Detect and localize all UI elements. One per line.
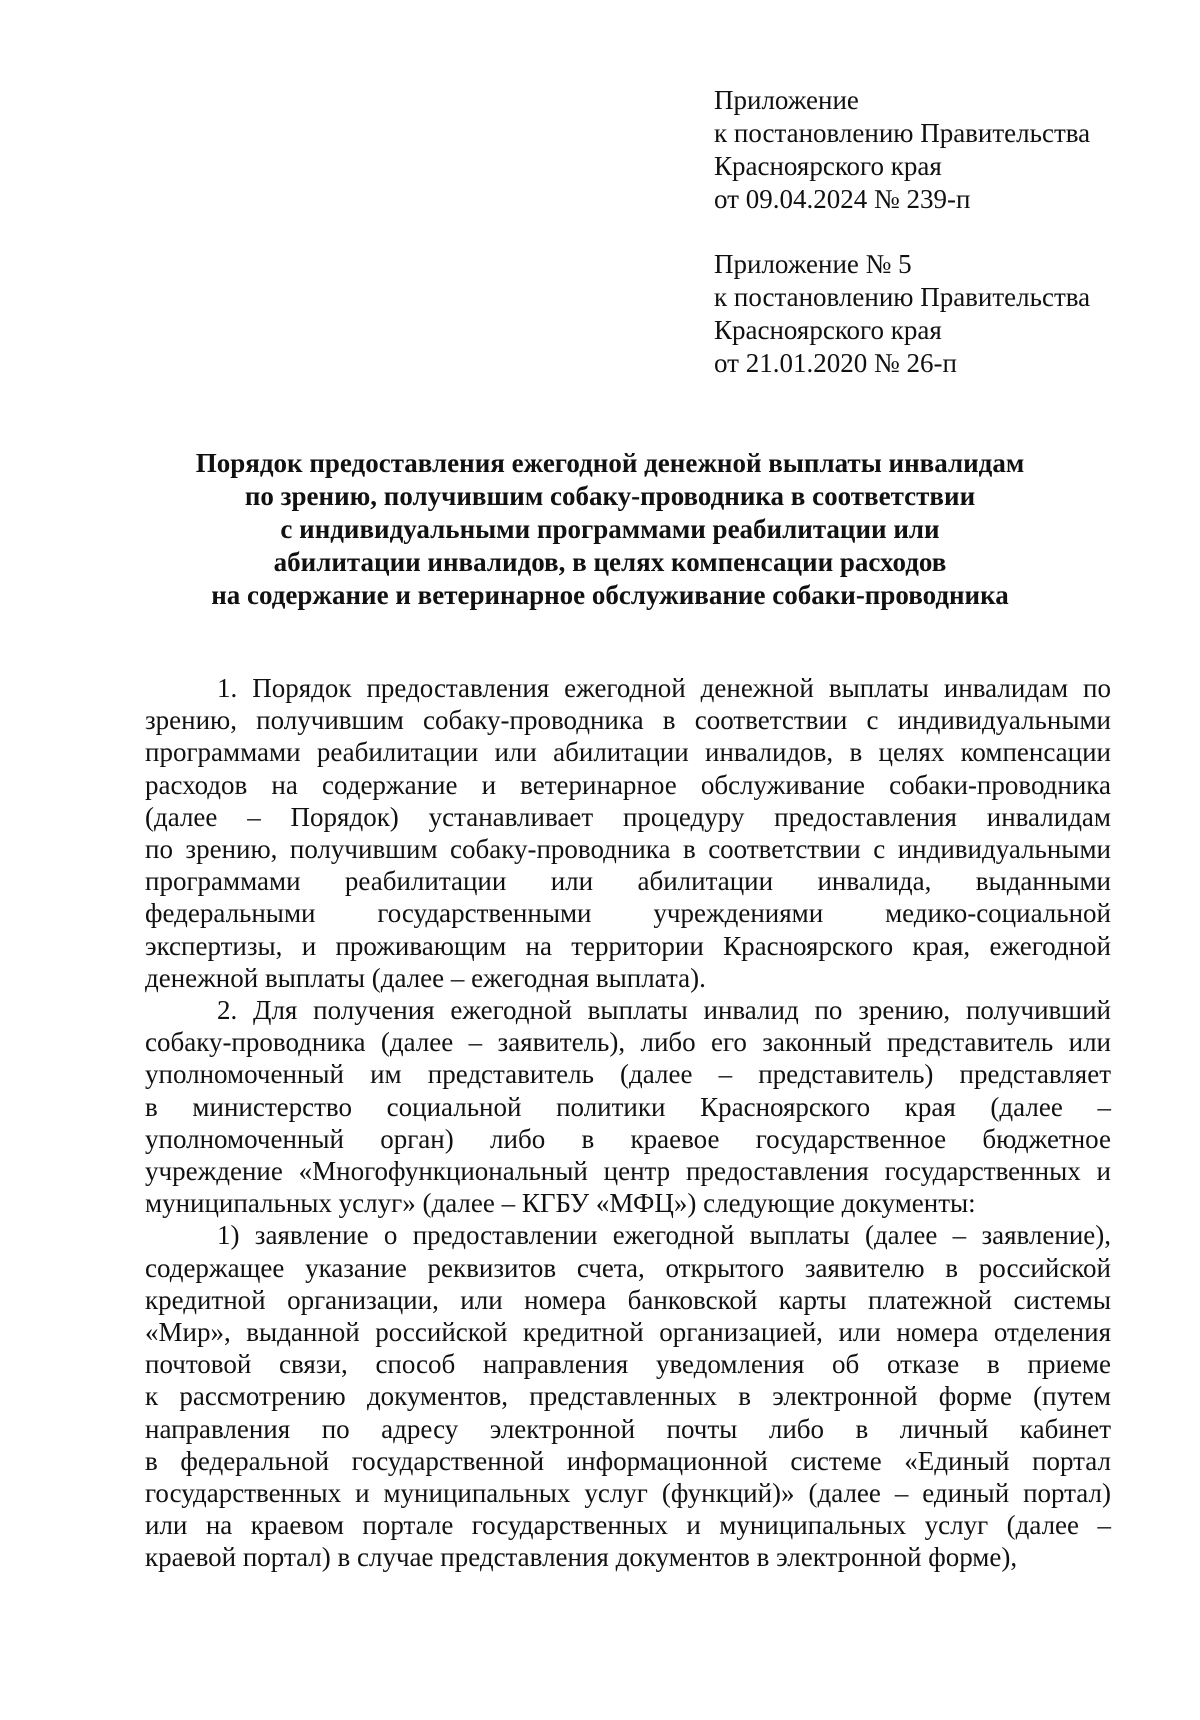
body-line: экспертизы, и проживающим на территории Красноярского края, ежегодной xyxy=(145,930,1111,961)
body-line: или на краевом портале государственных и муниципальных услуг (далее – xyxy=(145,1510,1111,1541)
body-line: государственных и муниципальных услуг (функций)» (далее – единый портал) xyxy=(145,1478,1111,1509)
annex-line: от 09.04.2024 № 239-п xyxy=(714,184,971,214)
body-line: программами реабилитации или абилитации инвалидов, в целях компенсации xyxy=(145,737,1111,768)
body-line: 2. Для получения ежегодной выплаты инвалид по зрению, получивший xyxy=(217,995,1111,1026)
annex-line: Приложение xyxy=(714,85,859,115)
body-line: в федеральной государственной информационной системе «Единый портал xyxy=(145,1445,1111,1476)
body-line: содержащее указание реквизитов счета, открытого заявителю в российской xyxy=(145,1252,1111,1283)
body-line: кредитной организации, или номера банковской карты платежной системы xyxy=(145,1284,1111,1315)
body-line: зрению, получившим собаку-проводника в соответствии с индивидуальными xyxy=(145,705,1111,736)
title-line: абилитации инвалидов, в целях компенсации расходов xyxy=(273,547,947,577)
body-line: собаку-проводника (далее – заявитель), либо его законный представитель или xyxy=(145,1027,1111,1058)
body-line: расходов на содержание и ветеринарное обслуживание собаки-проводника xyxy=(145,769,1111,800)
annex-line: Красноярского края xyxy=(714,315,942,345)
title-line: Порядок предоставления ежегодной денежной выплаты инвалидам xyxy=(195,448,1025,478)
annex-line: Приложение № 5 xyxy=(714,249,912,279)
paragraph-2 xyxy=(145,994,1111,1219)
body-line: направления по адресу электронной почты либо в личный кабинет xyxy=(145,1413,1111,1444)
annex-line: от 21.01.2020 № 26-п xyxy=(714,348,957,378)
annex-header-original xyxy=(714,248,1154,380)
paragraph-3 xyxy=(145,1219,1111,1573)
body-line: краевой портал) в случае представления документов в электронной форме), xyxy=(145,1542,1018,1573)
body-line: денежной выплаты (далее – ежегодная выплата). xyxy=(145,962,706,993)
paragraph-1 xyxy=(145,672,1111,994)
title-line: на содержание и ветеринарное обслуживание собаки-проводника xyxy=(211,580,1009,610)
body-line: уполномоченный им представитель (далее – представитель) представляет xyxy=(145,1059,1111,1090)
body-line: (далее – Порядок) устанавливает процедуру предоставления инвалидам xyxy=(145,801,1111,832)
annex-line: Красноярского края xyxy=(714,151,942,181)
annex-line: к постановлению Правительства xyxy=(714,118,1091,148)
body-line: по зрению, получившим собаку-проводника в соответствии с индивидуальными xyxy=(145,834,1111,865)
document-title xyxy=(90,447,1130,612)
title-line: по зрению, получившим собаку-проводника в соответствии xyxy=(244,481,976,511)
body-line: 1. Порядок предоставления ежегодной денежной выплаты инвалидам по xyxy=(217,673,1111,703)
body-line: к рассмотрению документов, представленных в электронной форме (путем xyxy=(145,1381,1111,1412)
annex-line: к постановлению Правительства xyxy=(714,282,1091,312)
body-line: почтовой связи, способ направления уведомления об отказе в приеме xyxy=(145,1349,1111,1380)
annex-header-current xyxy=(714,84,1154,216)
body-line: федеральными государственными учреждениями медико-социальной xyxy=(145,898,1111,929)
body-line: 1) заявление о предоставлении ежегодной выплаты (далее – заявление), xyxy=(217,1220,1111,1251)
body-line: программами реабилитации или абилитации инвалида, выданными xyxy=(145,866,1111,897)
document-body xyxy=(145,672,1111,1574)
body-line: в министерство социальной политики Красноярского края (далее – xyxy=(145,1091,1111,1122)
body-line: муниципальных услуг» (далее – КГБУ «МФЦ») следующие документы: xyxy=(145,1188,976,1219)
body-line: уполномоченный орган) либо в краевое государственное бюджетное xyxy=(145,1123,1111,1154)
body-line: учреждение «Многофункциональный центр предоставления государственных и xyxy=(145,1156,1111,1187)
title-line: с индивидуальными программами реабилитации или xyxy=(280,514,940,544)
body-line: «Мир», выданной российской кредитной организацией, или номера отделения xyxy=(145,1317,1111,1348)
